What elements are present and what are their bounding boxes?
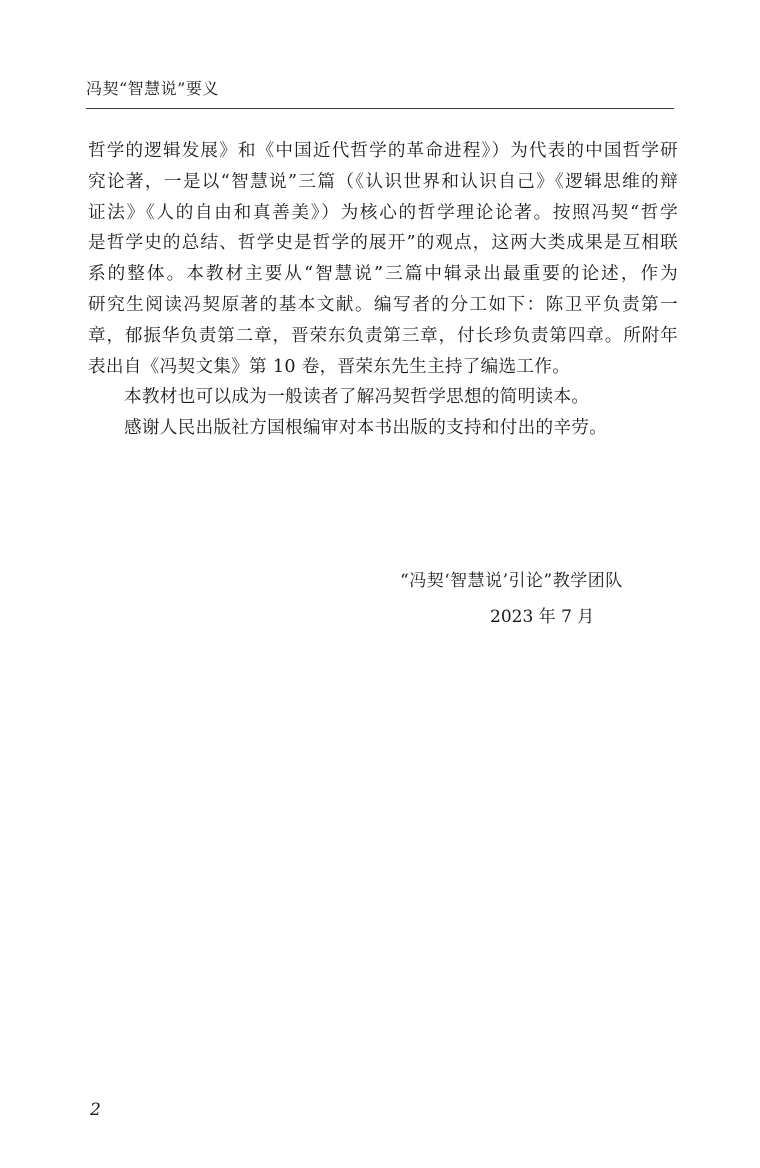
page-number: 2	[90, 1100, 101, 1120]
text-line: 哲学的逻辑发展》和《中国近代哲学的革命进程》）为代表的中国哲学研	[88, 141, 678, 161]
body-text	[88, 136, 678, 444]
header-divider	[86, 108, 674, 109]
text-line: 证法》《人的自由和真善美》）为核心的哲学理论论著。按照冯契“哲学	[88, 202, 678, 223]
running-header: 冯契“智慧说”要义	[86, 79, 219, 98]
text-line: 表出自《冯契文集》第 10 卷，晋荣东先生主持了编选工作。	[88, 356, 571, 377]
paragraph: 本教材也可以成为一般读者了解冯契哲学思想的简明读本。	[124, 387, 590, 408]
text-line: 究论著，一是以“智慧说”三篇（《认识世界和认识自己》《逻辑思维的辩	[88, 171, 678, 192]
signature-date: 2023 年 7 月	[490, 607, 595, 627]
paragraph: 感谢人民出版社方国根编审对本书出版的支持和付出的辛劳。	[124, 418, 608, 439]
signature-team: “冯契‘智慧说’引论”教学团队	[400, 571, 623, 591]
text-line: 系的整体。本教材主要从“智慧说”三篇中辑录出最重要的论述，作为	[88, 264, 678, 285]
text-line: 章，郁振华负责第二章，晋荣东负责第三章，付长珍负责第四章。所附年	[88, 325, 678, 346]
text-line: 研究生阅读冯契原著的基本文献。编写者的分工如下：陈卫平负责第一	[88, 294, 678, 315]
text-line: 是哲学史的总结、哲学史是哲学的展开”的观点，这两大类成果是互相联	[88, 233, 678, 254]
